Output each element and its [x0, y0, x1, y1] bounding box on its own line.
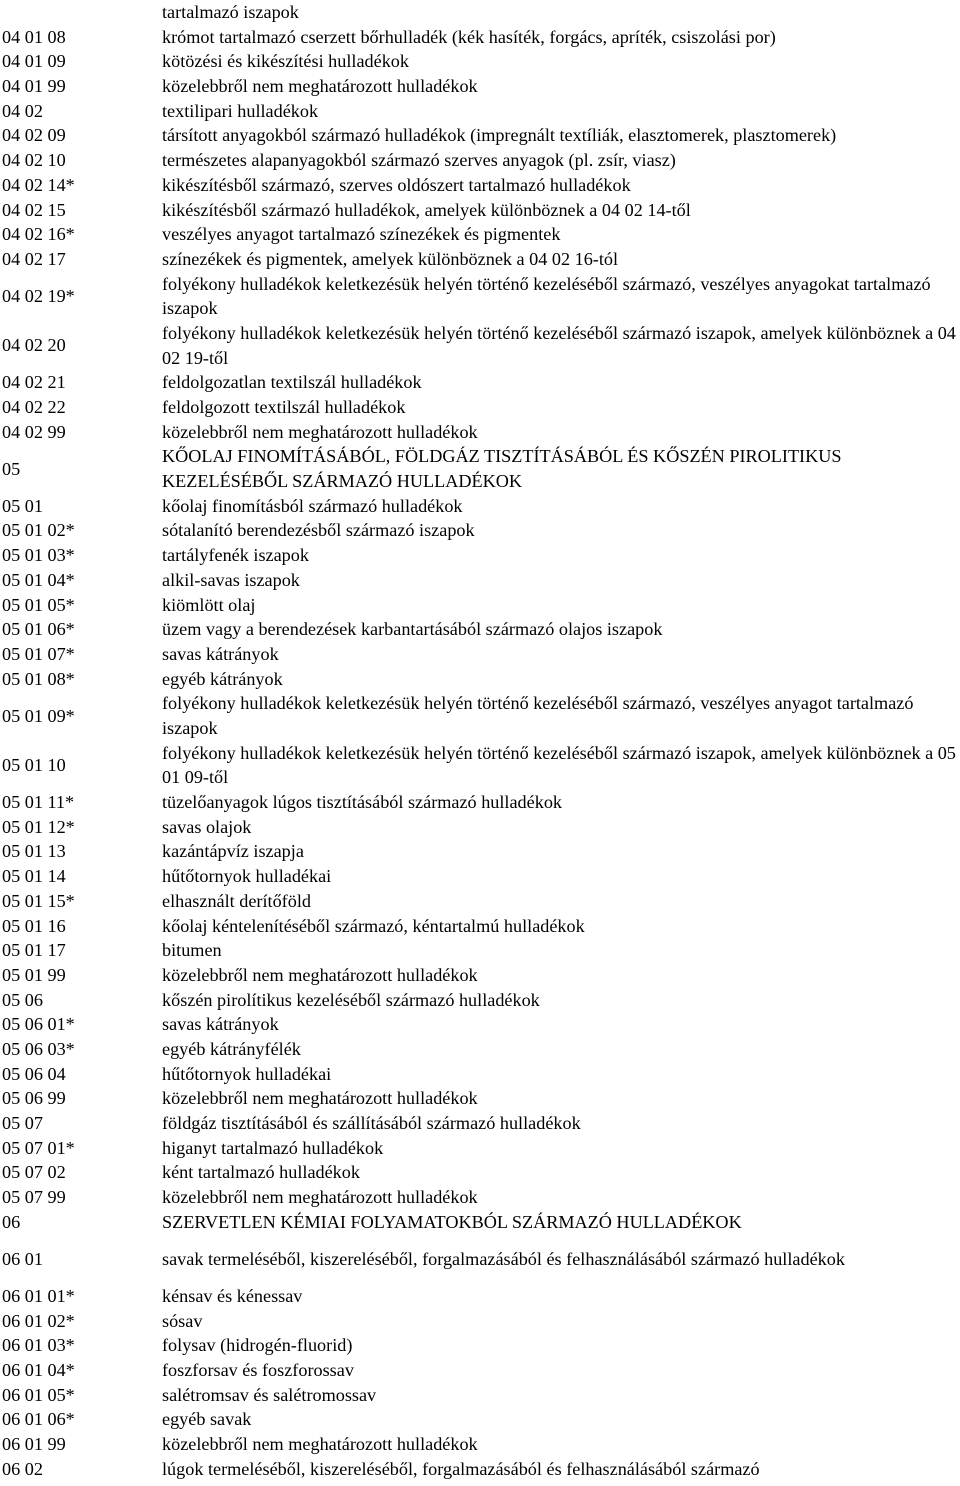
waste-code: 04 02 21: [2, 372, 66, 393]
table-row: [0, 1333, 960, 1358]
table-row: [0, 914, 960, 939]
waste-code: 05 01 15*: [2, 890, 75, 911]
waste-code: 05 07: [2, 1113, 43, 1134]
table-row: [0, 864, 960, 889]
waste-description: feldolgozatlan textilszál hulladékok: [162, 372, 422, 393]
waste-description: egyéb savak: [162, 1409, 252, 1430]
waste-code: 04 02 09: [2, 125, 66, 146]
waste-code: 05 01: [2, 495, 43, 516]
waste-description: folyékony hulladékok keletkezésük helyén történő kezeléséből származó iszapok, amelyek különböznek a 04 02 19-től: [162, 322, 956, 368]
waste-code: 05 01 14: [2, 866, 66, 887]
table-row: [0, 691, 960, 740]
table-row: [0, 568, 960, 593]
waste-description: savas olajok: [162, 816, 252, 837]
waste-code: 05 06 99: [2, 1088, 66, 1109]
waste-code: 06 01 06*: [2, 1409, 75, 1430]
table-row: [0, 667, 960, 692]
waste-code: 04 02 14*: [2, 174, 75, 195]
waste-code: 05 01 17: [2, 940, 66, 961]
waste-description: egyéb kátrányfélék: [162, 1038, 301, 1059]
table-row: [0, 1062, 960, 1087]
waste-description: hűtőtornyok hulladékai: [162, 866, 332, 887]
table-row: [0, 370, 960, 395]
table-row: [0, 99, 960, 124]
waste-description: folyékony hulladékok keletkezésük helyén történő kezeléséből származó, veszélyes anyagot tartalmazó iszapok: [162, 693, 914, 738]
waste-code: 06 01 01*: [2, 1285, 75, 1306]
waste-description: ként tartalmazó hulladékok: [162, 1162, 360, 1183]
waste-code: 05 01 08*: [2, 668, 75, 689]
waste-code: 05 01 16: [2, 915, 66, 936]
waste-code: 06: [2, 1211, 21, 1232]
table-row: [0, 148, 960, 173]
table-row: [0, 1407, 960, 1432]
table-row: [0, 444, 960, 493]
waste-code: 05 01 03*: [2, 545, 75, 566]
waste-code: 05 01 05*: [2, 594, 75, 615]
waste-code: 06 01 99: [2, 1433, 66, 1454]
waste-description: savas kátrányok: [162, 643, 279, 664]
waste-code: 05 01 99: [2, 964, 66, 985]
waste-code: 05 01 02*: [2, 520, 75, 541]
table-row: [0, 1037, 960, 1062]
table-row: [0, 1210, 960, 1235]
waste-code: 04 01 09: [2, 51, 66, 72]
waste-description: közelebbről nem meghatározott hulladékok: [162, 76, 478, 97]
waste-code: 04 01 99: [2, 76, 66, 97]
table-row: [0, 1012, 960, 1037]
waste-description: kiömlött olaj: [162, 594, 256, 615]
table-row: [0, 617, 960, 642]
waste-code: 04 02 99: [2, 421, 66, 442]
waste-code: 05 06: [2, 989, 43, 1010]
table-row: [0, 543, 960, 568]
table-row: [0, 1160, 960, 1185]
waste-description: közelebbről nem meghatározott hulladékok: [162, 964, 478, 985]
waste-description: üzem vagy a berendezések karbantartásából származó olajos iszapok: [162, 619, 663, 640]
table-row: [0, 963, 960, 988]
waste-code: 05 01 12*: [2, 816, 75, 837]
waste-code: 06 01 02*: [2, 1310, 75, 1331]
table-row: [0, 889, 960, 914]
table-row: [0, 1136, 960, 1161]
waste-description: krómot tartalmazó cserzett bőrhulladék (kék hasíték, forgács, apríték, csiszolási por): [162, 26, 776, 47]
table-row: [0, 494, 960, 519]
table-row: [0, 790, 960, 815]
table-row: [0, 1111, 960, 1136]
waste-description: KŐOLAJ FINOMÍTÁSÁBÓL, FÖLDGÁZ TISZTÍTÁSÁBÓL ÉS KŐSZÉN PIROLITIKUS KEZELÉSÉBŐL SZÁRMAZÓ HULLADÉKOK: [162, 446, 842, 492]
table-row: [0, 247, 960, 272]
waste-description: hűtőtornyok hulladékai: [162, 1063, 332, 1084]
waste-code: 04 02: [2, 100, 43, 121]
waste-code: 06 01: [2, 1248, 43, 1269]
waste-description: kőolaj kéntelenítéséből származó, kéntartalmú hulladékok: [162, 915, 585, 936]
table-row: [0, 1432, 960, 1457]
table-row: [0, 1358, 960, 1383]
waste-code: 04 02 20: [2, 335, 66, 356]
waste-description: higanyt tartalmazó hulladékok: [162, 1137, 384, 1158]
table-row: [0, 198, 960, 223]
table-row: [0, 272, 960, 321]
table-row: [0, 222, 960, 247]
waste-description: kénsav és kénessav: [162, 1285, 303, 1306]
waste-code: 06 01 03*: [2, 1335, 75, 1356]
waste-code: 05 01 11*: [2, 792, 75, 813]
waste-description: savak termeléséből, kiszereléséből, forgalmazásából és felhasználásából származó hulladékok: [162, 1248, 845, 1269]
waste-description: társított anyagokból származó hulladékok (impregnált textíliák, elasztomerek, plasztomerek): [162, 125, 837, 146]
waste-description: kikészítésből származó hulladékok, amelyek különböznek a 04 02 14-től: [162, 199, 691, 220]
waste-description: folyékony hulladékok keletkezésük helyén történő kezeléséből származó iszapok, amelyek különböznek a 05 01 09-től: [162, 742, 956, 788]
waste-code: 05 01 06*: [2, 619, 75, 640]
waste-description: savas kátrányok: [162, 1014, 279, 1035]
table-row: [0, 173, 960, 198]
waste-description: kötözési és kikészítési hulladékok: [162, 51, 409, 72]
waste-code: 04 02 17: [2, 248, 66, 269]
waste-description: tartalmazó iszapok: [162, 2, 299, 22]
waste-code: 06 01 05*: [2, 1384, 75, 1405]
waste-code: 05 01 09*: [2, 705, 75, 726]
waste-code: 05 07 02: [2, 1162, 66, 1183]
waste-code: 05 07 99: [2, 1187, 66, 1208]
waste-description: lúgok termeléséből, kiszereléséből, forgalmazásából és felhasználásából származó: [162, 1458, 760, 1479]
waste-code: 06 01 04*: [2, 1359, 75, 1380]
waste-description: salétromsav és salétromossav: [162, 1384, 377, 1405]
table-row: [0, 1086, 960, 1111]
waste-description: sótalanító berendezésből származó iszapok: [162, 520, 475, 541]
waste-code: 05 06 04: [2, 1063, 66, 1084]
waste-description: kikészítésből származó, szerves oldószert tartalmazó hulladékok: [162, 174, 631, 195]
table-row: [0, 25, 960, 50]
waste-description: közelebbről nem meghatározott hulladékok: [162, 1433, 478, 1454]
table-row: [0, 593, 960, 618]
waste-code: 04 02 19*: [2, 285, 75, 306]
waste-description: egyéb kátrányok: [162, 668, 283, 689]
waste-code: 05 01 07*: [2, 643, 75, 664]
waste-code: 05: [2, 458, 21, 479]
waste-code: 04 01 08: [2, 26, 66, 47]
waste-description: alkil-savas iszapok: [162, 569, 300, 590]
table-row: [0, 741, 960, 790]
waste-description: feldolgozott textilszál hulladékok: [162, 397, 406, 418]
waste-description: sósav: [162, 1310, 203, 1331]
waste-description: folysav (hidrogén-fluorid): [162, 1335, 353, 1356]
waste-code: 05 01 13: [2, 841, 66, 862]
waste-code: 04 02 15: [2, 199, 66, 220]
waste-description: közelebbről nem meghatározott hulladékok: [162, 421, 478, 442]
waste-description: foszforsav és foszforossav: [162, 1359, 354, 1380]
waste-description: természetes alapanyagokból származó szerves anyagok (pl. zsír, viasz): [162, 150, 676, 171]
waste-description: tartályfenék iszapok: [162, 545, 309, 566]
waste-description: kazántápvíz iszapja: [162, 841, 304, 862]
table-row: [0, 321, 960, 370]
table-row: [0, 49, 960, 74]
table-row: [0, 1234, 960, 1283]
waste-description: bitumen: [162, 940, 222, 961]
waste-description: színezékek és pigmentek, amelyek különböznek a 04 02 16-tól: [162, 248, 619, 269]
table-row: [0, 1383, 960, 1408]
waste-code: 04 02 10: [2, 150, 66, 171]
waste-description: veszélyes anyagot tartalmazó színezékek és pigmentek: [162, 224, 561, 245]
waste-code: 05 07 01*: [2, 1137, 75, 1158]
waste-description: folyékony hulladékok keletkezésük helyén történő kezeléséből származó, veszélyes anyagokat tartalmazó iszapok: [162, 273, 931, 319]
table-row: [0, 1457, 960, 1482]
waste-code: 05 06 03*: [2, 1038, 75, 1059]
waste-code: 05 01 04*: [2, 569, 75, 590]
waste-description: tüzelőanyagok lúgos tisztításából származó hulladékok: [162, 792, 563, 813]
table-row: [0, 0, 960, 25]
table-row: [0, 123, 960, 148]
table-row: [0, 1309, 960, 1334]
waste-code: 04 02 22: [2, 397, 66, 418]
table-row: [0, 988, 960, 1013]
waste-description: kőolaj finomításból származó hulladékok: [162, 495, 463, 516]
table-row: [0, 642, 960, 667]
table-row: [0, 815, 960, 840]
waste-code: 06 02: [2, 1458, 43, 1479]
table-row: [0, 938, 960, 963]
table-row: [0, 74, 960, 99]
table-row: [0, 395, 960, 420]
waste-code: 05 06 01*: [2, 1014, 75, 1035]
table-row: [0, 1185, 960, 1210]
table-row: [0, 1284, 960, 1309]
waste-description: SZERVETLEN KÉMIAI FOLYAMATOKBÓL SZÁRMAZÓ HULLADÉKOK: [162, 1211, 742, 1232]
table-row: [0, 420, 960, 445]
waste-description: kőszén pirolítikus kezeléséből származó hulladékok: [162, 989, 540, 1010]
waste-code: 04 02 16*: [2, 224, 75, 245]
waste-description: közelebbről nem meghatározott hulladékok: [162, 1187, 478, 1208]
waste-description: elhasznált derítőföld: [162, 890, 311, 911]
waste-description: közelebbről nem meghatározott hulladékok: [162, 1088, 478, 1109]
waste-code: 05 01 10: [2, 755, 66, 776]
table-row: [0, 518, 960, 543]
table-row: [0, 839, 960, 864]
waste-description: földgáz tisztításából és szállításából származó hulladékok: [162, 1113, 581, 1134]
waste-description: textilipari hulladékok: [162, 100, 319, 121]
